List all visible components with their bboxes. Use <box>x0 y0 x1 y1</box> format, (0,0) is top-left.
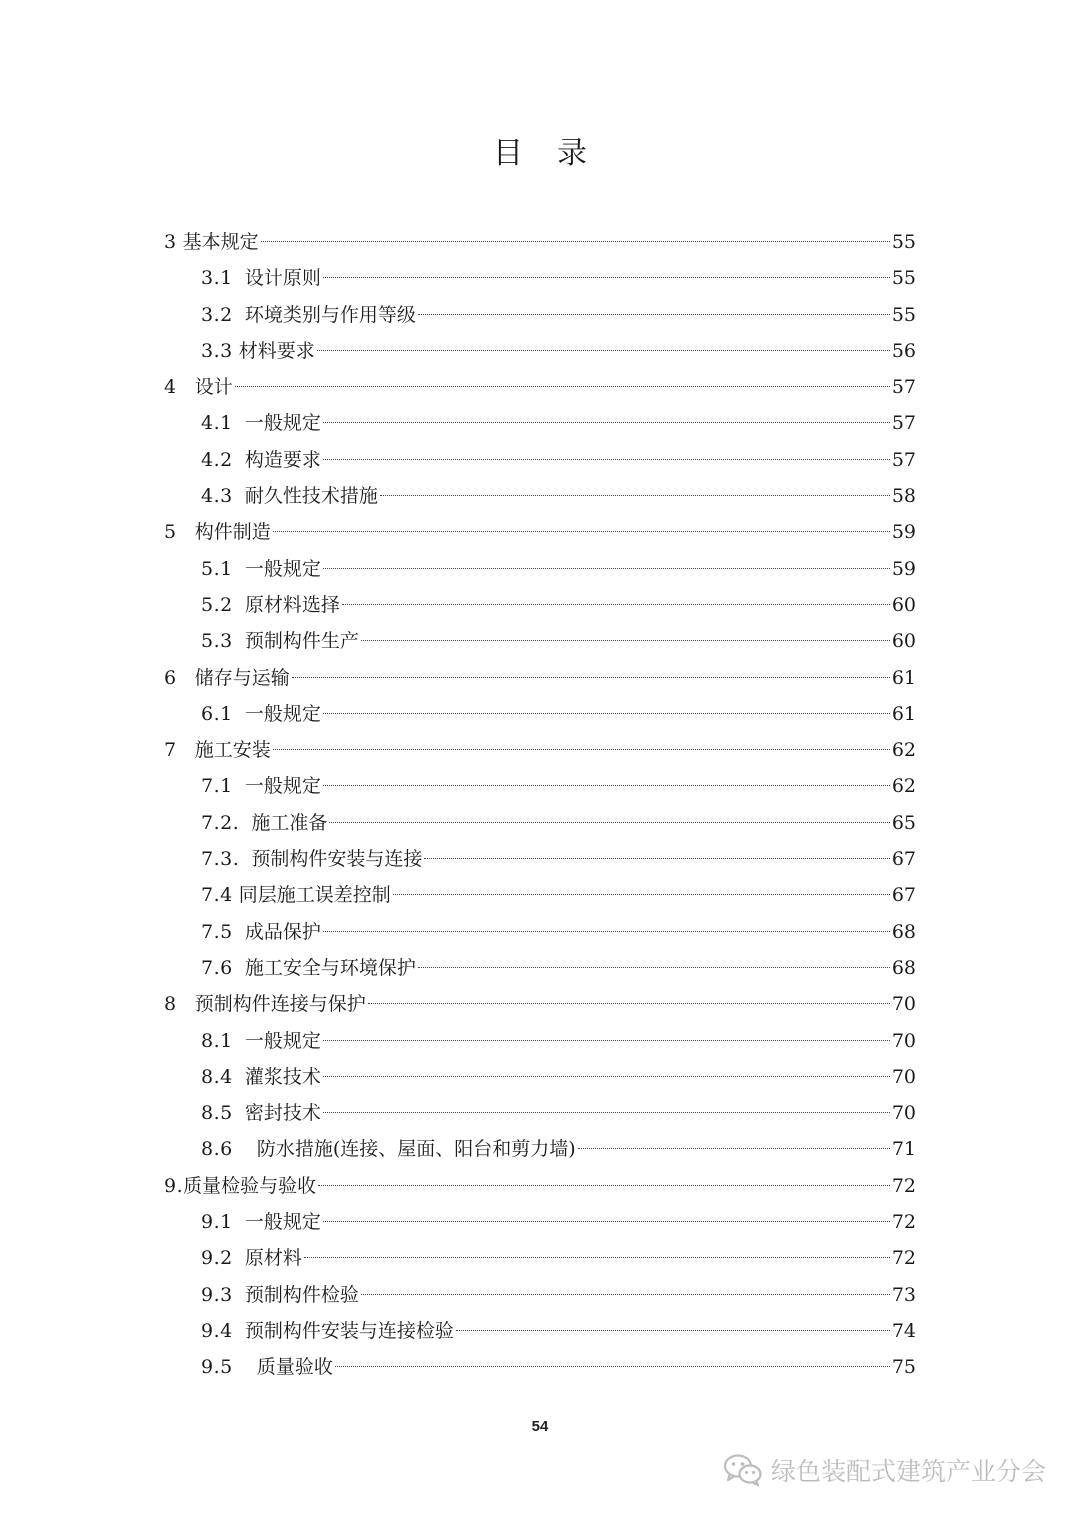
toc-entry-label <box>201 623 359 659</box>
toc-entry-label <box>201 805 327 841</box>
toc-entry-page: 68 <box>891 956 916 979</box>
toc-entry-label <box>201 1277 359 1313</box>
toc-entry-spacer <box>233 1356 257 1378</box>
toc-entry-spacer <box>233 304 245 326</box>
toc-entry-number: 7 <box>164 739 177 762</box>
toc-dot-leader <box>361 1293 890 1295</box>
toc-entry-spacer <box>233 558 245 580</box>
toc-entry-label <box>201 442 321 478</box>
page-number: 54 <box>531 1418 549 1435</box>
toc-dot-leader <box>273 530 890 532</box>
toc-entry-label <box>201 333 315 369</box>
toc-entry-page: 60 <box>891 630 916 653</box>
toc-entry-page: 55 <box>891 303 916 326</box>
toc-entry-label <box>201 950 416 986</box>
toc-entry-number: 5.1 <box>201 557 233 580</box>
toc-entry-page: 55 <box>891 267 916 290</box>
toc-entry <box>164 224 916 260</box>
toc-entry-label <box>201 841 422 877</box>
toc-entry-label <box>164 1168 316 1204</box>
toc-entry <box>164 1313 916 1349</box>
toc-entry-title: 设计原则 <box>244 267 321 290</box>
toc-entry-title: 设计 <box>194 376 233 399</box>
toc-entry-number: 7.5 <box>201 920 233 943</box>
toc-entry-page: 70 <box>891 1102 916 1125</box>
toc-entry-spacer <box>177 376 195 398</box>
toc-entry-title: 原材料 <box>244 1247 302 1270</box>
toc-entry-number: 3.3 <box>201 339 233 362</box>
toc-entry-title: 基本规定 <box>182 231 259 253</box>
toc-dot-leader <box>323 567 890 569</box>
toc-entry-title: 质量检验与验收 <box>183 1174 317 1197</box>
toc-entry-spacer <box>233 1211 245 1233</box>
toc-entry-number: 4.2 <box>201 448 233 471</box>
toc-dot-leader <box>418 313 890 315</box>
toc-entry-number: 9.3 <box>201 1283 233 1306</box>
toc-entry-page: 65 <box>891 811 916 834</box>
toc-entry <box>164 297 916 333</box>
toc-entry <box>164 950 916 986</box>
toc-entry <box>164 1131 916 1167</box>
toc-entry-title: 材料要求 <box>238 339 315 362</box>
toc-entry-page: 57 <box>891 412 916 435</box>
toc-entry-number: 8 <box>164 993 177 1016</box>
toc-entry-label <box>201 1095 321 1131</box>
toc-dot-leader <box>578 1147 890 1149</box>
toc-entry-title: 环境类别与作用等级 <box>244 303 416 326</box>
toc-entry-spacer <box>233 1066 245 1088</box>
toc-entry-page: 59 <box>891 521 916 544</box>
toc-entry-number: 9.1 <box>201 1211 233 1234</box>
toc-entry-spacer <box>233 775 245 797</box>
toc-entry-number: 5 <box>164 521 177 544</box>
toc-dot-leader <box>342 603 890 605</box>
toc-dot-leader <box>335 1365 890 1367</box>
toc-entry-page: 61 <box>891 666 916 689</box>
toc-entry-label <box>201 1059 321 1095</box>
toc-entry-title: 一般规定 <box>244 557 321 580</box>
toc-entry-number: 7.3. <box>201 848 240 871</box>
toc-dot-leader <box>329 821 889 823</box>
toc-entry-title: 预制构件安装与连接 <box>251 848 423 871</box>
wechat-icon <box>723 1453 763 1487</box>
toc-entry <box>164 768 916 804</box>
toc-entry-number: 7.6 <box>201 956 233 979</box>
toc-entry-label <box>201 1240 302 1276</box>
toc-dot-leader <box>323 784 890 786</box>
toc-entry-title: 一般规定 <box>244 702 321 725</box>
toc-entry-title: 预制构件安装与连接检验 <box>244 1319 454 1342</box>
toc-entry-spacer <box>177 739 195 761</box>
toc-entry-number: 9.2 <box>201 1247 233 1270</box>
toc-entry <box>164 1240 916 1276</box>
toc-entry-spacer <box>233 485 245 507</box>
watermark-text: 绿色装配式建筑产业分会 <box>770 1457 1046 1486</box>
toc-entry <box>164 623 916 659</box>
toc-entry <box>164 1059 916 1095</box>
toc-entry-title: 施工安全与环境保护 <box>244 956 416 979</box>
toc-entry-number: 9.5 <box>201 1356 233 1379</box>
toc-entry-page: 62 <box>891 775 916 798</box>
toc-entry-number: 6.1 <box>201 702 233 725</box>
toc-entry-spacer <box>233 630 245 652</box>
toc-entry-page: 75 <box>891 1356 916 1379</box>
toc-entry-title: 施工安装 <box>194 739 271 762</box>
toc-entry-label <box>164 224 259 260</box>
toc-dot-leader <box>304 1256 890 1258</box>
toc-entry-number: 7.2. <box>201 811 240 834</box>
toc-entry <box>164 1168 916 1204</box>
toc-entry-page: 59 <box>891 557 916 580</box>
toc-entry <box>164 260 916 296</box>
toc-entry-label <box>201 587 340 623</box>
toc-dot-leader <box>317 349 890 351</box>
toc-dot-leader <box>323 458 890 460</box>
toc-entry-number: 5.3 <box>201 630 233 653</box>
toc-entry <box>164 1277 916 1313</box>
toc-entry <box>164 986 916 1022</box>
toc-dot-leader <box>323 712 890 714</box>
toc-entry-number: 8.1 <box>201 1029 233 1052</box>
toc-entry-title: 成品保护 <box>244 920 321 943</box>
toc-entry-spacer <box>233 703 245 725</box>
toc-entry-title: 耐久性技术措施 <box>244 485 378 508</box>
toc-entry-page: 71 <box>891 1138 916 1161</box>
toc-entry <box>164 841 916 877</box>
toc-entry-page: 58 <box>891 485 916 508</box>
toc-entry-page: 72 <box>891 1211 916 1234</box>
toc-dot-leader <box>292 676 890 678</box>
toc-entry-number: 4.3 <box>201 485 233 508</box>
toc-entry <box>164 369 916 405</box>
toc-entry-number: 6 <box>164 666 177 689</box>
toc-entry-label <box>201 1204 321 1240</box>
toc-entry-title: 密封技术 <box>244 1102 321 1125</box>
toc-entry-spacer <box>239 848 251 870</box>
toc-dot-leader <box>323 930 890 932</box>
toc-entry-spacer <box>177 667 195 689</box>
toc-entry <box>164 478 916 514</box>
toc-entry-spacer <box>233 1247 245 1269</box>
toc-entry-page: 56 <box>891 339 916 362</box>
toc-entry-title: 同层施工误差控制 <box>238 884 391 907</box>
toc-entry <box>164 551 916 587</box>
toc-entry <box>164 732 916 768</box>
toc-entry-spacer <box>233 957 245 979</box>
toc-entry-page: 72 <box>891 1174 916 1197</box>
toc-entry-title: 构造要求 <box>244 448 321 471</box>
toc-entry-label <box>164 369 233 405</box>
toc-entry-title: 一般规定 <box>244 775 321 798</box>
toc-entry-page: 61 <box>891 702 916 725</box>
toc-entry-number: 3.2 <box>201 303 233 326</box>
toc-dot-leader <box>318 1184 890 1186</box>
toc-entry-page: 70 <box>891 1065 916 1088</box>
toc-entry-label <box>201 551 321 587</box>
toc-entry-spacer <box>233 1138 257 1160</box>
toc-dot-leader <box>323 1111 890 1113</box>
toc-entry-spacer <box>233 267 245 289</box>
toc-entry-label <box>201 478 378 514</box>
toc-entry-label <box>164 732 271 768</box>
toc-entry <box>164 1095 916 1131</box>
toc-entry-number: 4.1 <box>201 412 233 435</box>
toc-entry-spacer <box>233 412 245 434</box>
toc-entry-spacer <box>239 812 251 834</box>
toc-dot-leader <box>424 857 889 859</box>
toc-entry-number: 9. <box>164 1174 184 1197</box>
toc-entry-label <box>201 260 321 296</box>
toc-entry-label <box>201 297 416 333</box>
toc-entry-number: 3.1 <box>201 267 233 290</box>
toc-entry <box>164 442 916 478</box>
toc-entry <box>164 660 916 696</box>
toc-dot-leader <box>380 494 890 496</box>
toc-entry-title: 预制构件生产 <box>244 630 359 653</box>
toc-dot-leader <box>323 421 890 423</box>
toc-entry-title: 灌浆技术 <box>244 1065 321 1088</box>
toc-entry <box>164 587 916 623</box>
toc-entry-page: 55 <box>891 231 916 253</box>
toc-entry-page: 70 <box>891 1029 916 1052</box>
toc-entry-spacer <box>233 449 245 471</box>
toc-entry-page: 72 <box>891 1247 916 1270</box>
watermark <box>723 1452 1046 1488</box>
toc-entry-label <box>201 1313 454 1349</box>
toc-dot-leader <box>323 1075 890 1077</box>
toc-entry-spacer <box>177 993 195 1015</box>
toc-entry-page: 60 <box>891 593 916 616</box>
toc-entry-label <box>201 877 391 913</box>
toc-entry-page: 67 <box>891 884 916 907</box>
toc-entry-page: 57 <box>891 376 916 399</box>
toc-entry-title: 预制构件检验 <box>244 1283 359 1306</box>
toc-entry-title: 原材料选择 <box>244 593 340 616</box>
toc-entry-page: 57 <box>891 448 916 471</box>
table-of-contents <box>164 224 916 1386</box>
toc-entry-page: 74 <box>891 1319 916 1342</box>
toc-entry-title: 预制构件连接与保护 <box>194 993 366 1016</box>
title-char: 目 <box>493 136 523 171</box>
toc-entry <box>164 914 916 950</box>
toc-entry-number: 3 <box>164 231 177 253</box>
toc-entry <box>164 1023 916 1059</box>
toc-entry-title: 质量验收 <box>256 1356 333 1379</box>
toc-entry-spacer <box>233 921 245 943</box>
toc-entry-label <box>164 514 271 550</box>
toc-entry-label <box>201 914 321 950</box>
toc-dot-leader <box>235 385 890 387</box>
toc-entry-page: 67 <box>891 848 916 871</box>
toc-dot-leader <box>361 639 890 641</box>
toc-entry-number: 7.4 <box>201 884 233 907</box>
toc-entry-spacer <box>233 1284 245 1306</box>
toc-entry-label <box>201 405 321 441</box>
toc-entry-title: 防水措施(连接、屋面、阳台和剪力墙) <box>256 1138 576 1161</box>
toc-entry-page: 62 <box>891 739 916 762</box>
toc-entry-spacer <box>177 521 195 543</box>
toc-entry-number: 4 <box>164 376 177 399</box>
toc-entry-label <box>201 1131 576 1167</box>
title-char: 录 <box>557 136 587 171</box>
toc-dot-leader <box>456 1329 890 1331</box>
toc-entry-title: 构件制造 <box>194 521 271 544</box>
toc-entry <box>164 1204 916 1240</box>
toc-entry-page: 68 <box>891 920 916 943</box>
toc-dot-leader <box>261 240 890 242</box>
toc-dot-leader <box>323 276 890 278</box>
toc-entry <box>164 333 916 369</box>
toc-entry-spacer <box>233 1102 245 1124</box>
toc-entry-number: 8.5 <box>201 1102 233 1125</box>
toc-entry-label <box>164 986 366 1022</box>
toc-dot-leader <box>393 893 890 895</box>
toc-entry <box>164 877 916 913</box>
toc-entry-number: 8.4 <box>201 1065 233 1088</box>
toc-entry-number: 8.6 <box>201 1138 233 1161</box>
toc-entry-spacer <box>233 594 245 616</box>
toc-entry-label <box>201 1349 333 1385</box>
toc-entry-label <box>201 768 321 804</box>
toc-entry <box>164 805 916 841</box>
toc-entry <box>164 1349 916 1385</box>
toc-dot-leader <box>418 966 890 968</box>
toc-entry-label <box>201 696 321 732</box>
toc-entry-title: 一般规定 <box>244 1211 321 1234</box>
toc-entry <box>164 696 916 732</box>
toc-entry-number: 5.2 <box>201 593 233 616</box>
toc-dot-leader <box>323 1039 890 1041</box>
toc-dot-leader <box>368 1002 890 1004</box>
toc-entry-title: 施工准备 <box>251 811 328 834</box>
toc-entry-page: 73 <box>891 1283 916 1306</box>
page-title <box>0 128 1080 172</box>
toc-entry-label <box>164 660 290 696</box>
toc-entry-label <box>201 1023 321 1059</box>
toc-entry-title: 一般规定 <box>244 412 321 435</box>
toc-entry-spacer <box>233 1320 245 1342</box>
toc-entry-title: 储存与运输 <box>194 666 290 689</box>
toc-entry-title: 一般规定 <box>244 1029 321 1052</box>
toc-entry-page: 70 <box>891 993 916 1016</box>
toc-entry <box>164 514 916 550</box>
toc-entry-spacer <box>233 1030 245 1052</box>
toc-entry-number: 9.4 <box>201 1319 233 1342</box>
toc-entry <box>164 405 916 441</box>
toc-dot-leader <box>323 1220 890 1222</box>
toc-dot-leader <box>273 748 890 750</box>
toc-entry-number: 7.1 <box>201 775 233 798</box>
